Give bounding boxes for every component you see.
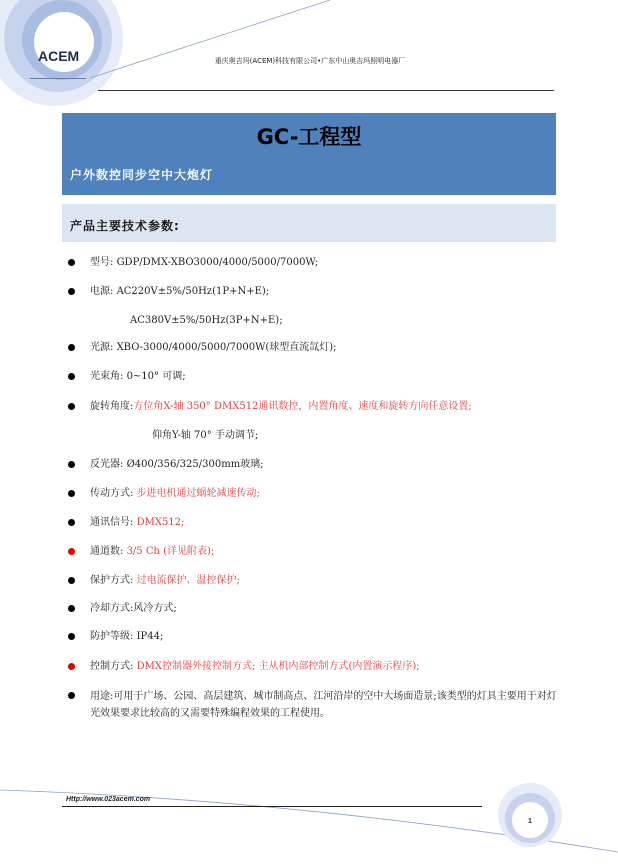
bullet-icon <box>68 605 75 612</box>
spec-label: 旋转角度: <box>90 401 134 412</box>
spec-value: XBO-3000/4000/5000/7000W(球型直流氙灯); <box>116 342 337 353</box>
spec-value: 过电流保护、温控保护; <box>136 575 240 586</box>
spec-value: AC220V±5%/50Hz(1P+N+E); <box>116 286 270 297</box>
page-number: 1 <box>528 818 532 825</box>
page-title: GC-工程型 <box>256 125 362 149</box>
spec-value: IP44; <box>136 631 164 642</box>
bullet-icon <box>68 548 75 555</box>
spec-label: 冷却方式: <box>90 603 134 614</box>
spec-continuation: 仰角Y-轴 70° 手动调节; <box>152 430 259 441</box>
spec-value: 3/5 Ch (详见附表); <box>126 546 215 557</box>
spec-value: 风冷方式; <box>133 603 177 614</box>
spec-label: 控制方式: <box>90 661 134 672</box>
params-banner <box>62 204 556 242</box>
bullet-icon <box>68 288 75 295</box>
spec-value: 方位角X-轴 350° DMX512通讯数控，内置角度、速度和旋转方向任意设置; <box>133 401 472 412</box>
spec-value: 步进电机通过蜗轮减速传动; <box>136 488 260 499</box>
bullet-icon <box>68 373 75 380</box>
spec-label: 光源: <box>90 342 114 353</box>
header-divider <box>98 90 554 91</box>
spec-value: DMX512; <box>136 517 185 528</box>
bullet-icon <box>68 490 75 497</box>
bullet-icon <box>68 577 75 584</box>
bullet-icon <box>68 633 75 640</box>
spec-value: DMX控制器外接控制方式; 主从机内部控制方式(内置演示程序); <box>136 661 420 672</box>
spec-label: 电源: <box>90 286 114 297</box>
company-name: 重庆奥吉玛(ACEM)科技有限公司•广东中山奥吉玛照明电器厂 <box>214 57 406 65</box>
spec-label: 用途: <box>90 691 114 702</box>
spec-label: 光束角: <box>90 371 124 382</box>
title-banner <box>62 113 556 195</box>
spec-label: 型号: <box>90 257 114 268</box>
spec-label: 保护方式: <box>90 575 134 586</box>
bullet-icon <box>68 344 75 351</box>
footer-divider <box>62 806 482 807</box>
spec-value: 可用于广场、公园、高层建筑、城市制高点、江河沿岸的空中大场面造景;该类型的灯具主要用于对灯光效果要求比较高的又需要特殊编程效果的工程使用。 <box>90 691 557 719</box>
spec-label: 传动方式: <box>90 488 134 499</box>
spec-label: 防护等级: <box>90 631 134 642</box>
spec-label: 通讯信号: <box>90 517 134 528</box>
bullet-icon <box>68 403 75 410</box>
bullet-icon <box>68 663 75 670</box>
params-heading: 产品主要技术参数: <box>70 219 180 233</box>
bullet-icon <box>68 692 75 699</box>
bullet-icon <box>68 519 75 526</box>
spec-label: 通道数: <box>90 546 124 557</box>
footer-url[interactable]: Http://www.023acem.com <box>66 796 151 803</box>
logo-underline <box>30 78 86 79</box>
spec-value: 0~10° 可调; <box>126 371 186 382</box>
bullet-icon <box>68 461 75 468</box>
bullet-icon <box>68 259 75 266</box>
logo: ACEM <box>38 48 80 64</box>
spec-value: Ø400/356/325/300mm玻璃; <box>126 459 264 470</box>
page-subtitle: 户外数控同步空中大炮灯 <box>70 168 214 182</box>
spec-continuation: AC380V±5%/50Hz(3P+N+E); <box>130 315 283 326</box>
spec-label: 反光器: <box>90 459 124 470</box>
spec-value: GDP/DMX-XBO3000/4000/5000/7000W; <box>116 257 319 268</box>
